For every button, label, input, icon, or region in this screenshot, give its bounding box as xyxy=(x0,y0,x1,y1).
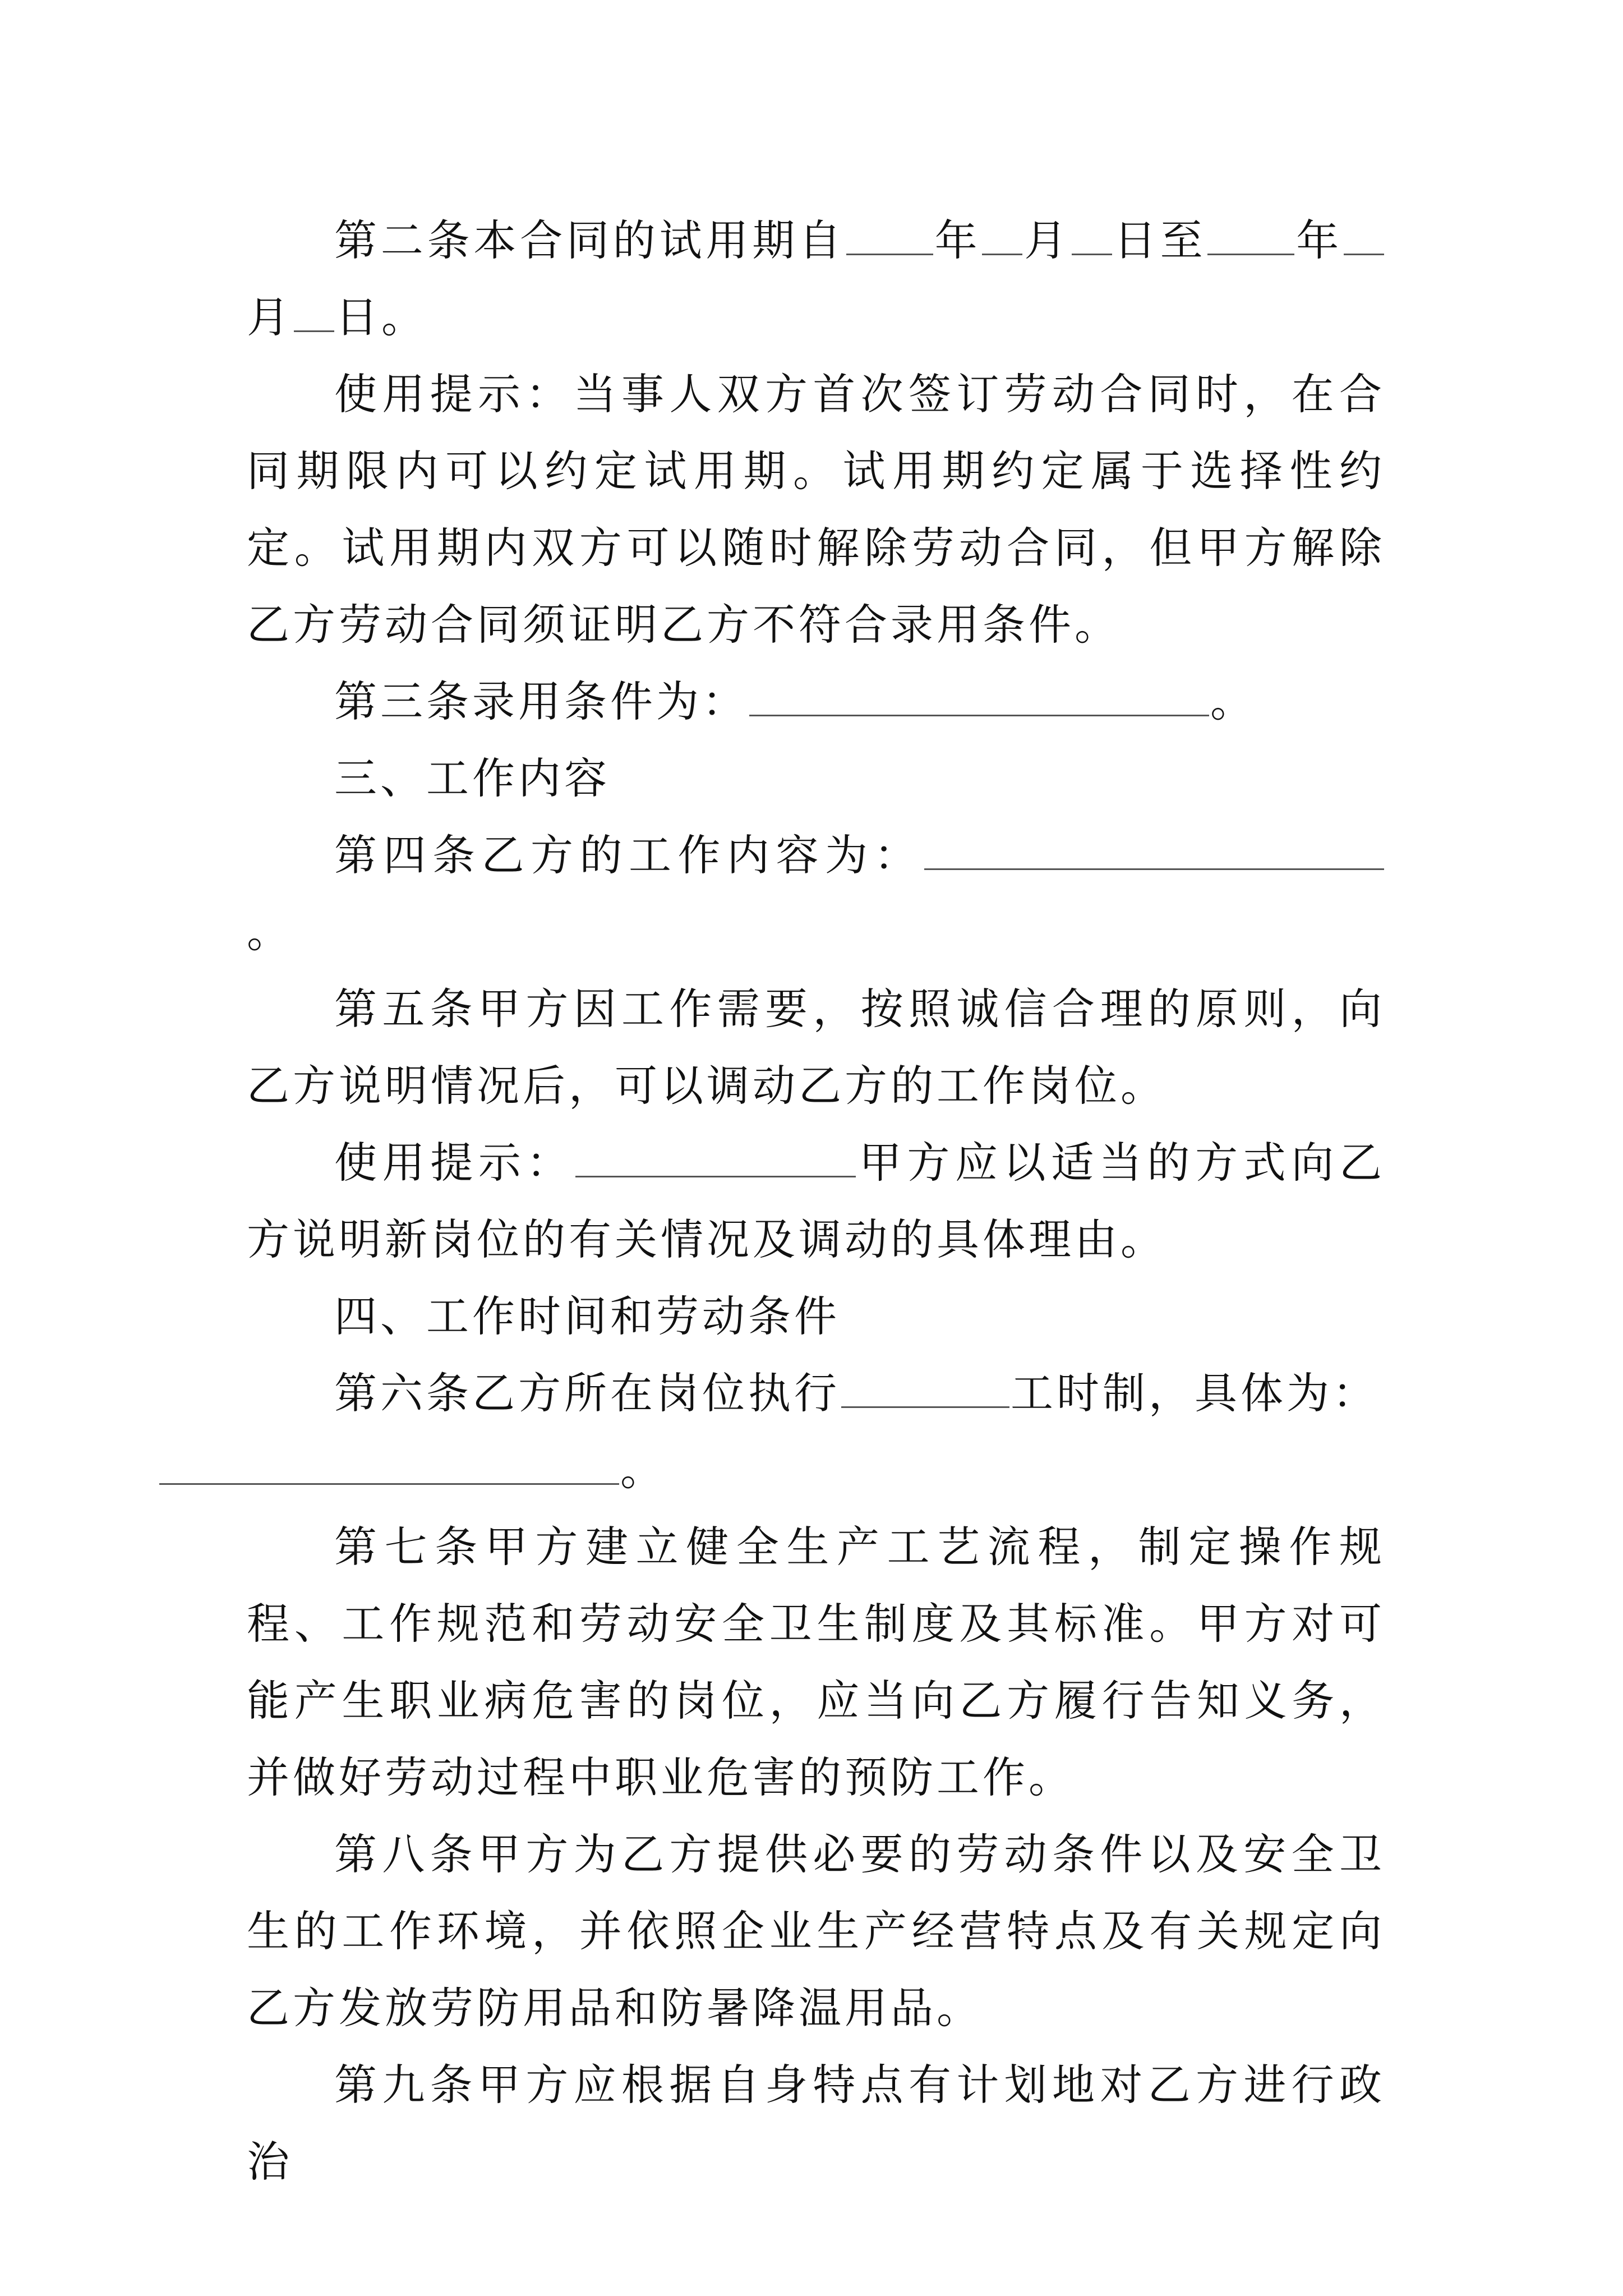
blank-field[interactable] xyxy=(159,1445,619,1485)
day-label: 日。 xyxy=(335,292,427,342)
blank-field[interactable] xyxy=(1344,215,1384,255)
article-2-text: 第二条本合同的试用期自 xyxy=(334,215,845,265)
article-8-conditions: 第八条甲方为乙方提供必要的劳动条件以及安全卫生的工作环境，并依照企业生产经营特点及有关规定向乙方发放劳防用品和防暑降温用品。 xyxy=(247,1829,1385,2033)
blank-field[interactable] xyxy=(846,215,933,255)
year-label: 年 xyxy=(1295,215,1343,265)
usage-tip-trial: 使用提示：当事人双方首次签订劳动合同时，在合同期限内可以约定试用期。试用期约定属于选择性约定。试用期内双方可以随时解除劳动合同，但甲方解除乙方劳动合同须证明乙方不符合录用条件。 xyxy=(247,369,1385,650)
article-9-training: 第九条甲方应根据自身特点有计划地对乙方进行政治 xyxy=(247,2060,1385,2187)
blank-field[interactable] xyxy=(982,215,1022,255)
blank-field[interactable] xyxy=(1207,215,1294,255)
blank-field[interactable] xyxy=(749,677,1209,716)
article-5-transfer: 第五条甲方因工作需要，按照诚信合理的原则，向乙方说明情况后，可以调动乙方的工作岗位。 xyxy=(247,984,1385,1111)
blank-field[interactable] xyxy=(575,1138,856,1177)
article-7-safety: 第七条甲方建立健全生产工艺流程，制定操作规程、工作规范和劳动安全卫生制度及其标准。甲方对可能产生职业病危害的岗位，应当向乙方履行告知义务，并做好劳动过程中职业危害的预防工作。 xyxy=(247,1522,1385,1802)
month-label: 月 xyxy=(1023,215,1071,265)
blank-field[interactable] xyxy=(294,292,334,332)
article-6-text-2: 工时制，具体为： xyxy=(1011,1368,1378,1418)
document-body xyxy=(247,202,1385,2200)
article-6-text: 第六条乙方所在岗位执行 xyxy=(334,1368,840,1418)
article-4-work-content xyxy=(247,817,1385,970)
usage-tip-label: 使用提示： xyxy=(334,1138,575,1188)
blank-field[interactable] xyxy=(841,1368,1009,1408)
day-to-label: 日至 xyxy=(1113,215,1207,265)
article-3-text: 第三条录用条件为： xyxy=(334,677,748,726)
article-3-hiring-conditions xyxy=(247,663,1385,740)
period: 。 xyxy=(620,1445,666,1495)
year-label: 年 xyxy=(934,215,981,265)
article-4-text: 第四条乙方的工作内容为： xyxy=(334,830,923,880)
period: 。 xyxy=(1210,677,1256,726)
blank-field[interactable] xyxy=(1072,215,1112,255)
month-label: 月 xyxy=(247,292,293,342)
usage-tip-transfer xyxy=(247,1124,1385,1278)
usage-tip-text: 甲方应以适当的方式向乙方说明新岗位的有关情况及调动的具体理由。 xyxy=(247,1138,1385,1264)
article-6-work-hours xyxy=(247,1355,1385,1508)
period: 。 xyxy=(247,907,293,957)
section-heading-work-content: 三、工作内容 xyxy=(334,753,610,803)
article-2-trial-period xyxy=(247,202,1385,356)
section-heading-work-hours: 四、工作时间和劳动条件 xyxy=(334,1291,840,1341)
blank-field[interactable] xyxy=(924,830,1384,870)
